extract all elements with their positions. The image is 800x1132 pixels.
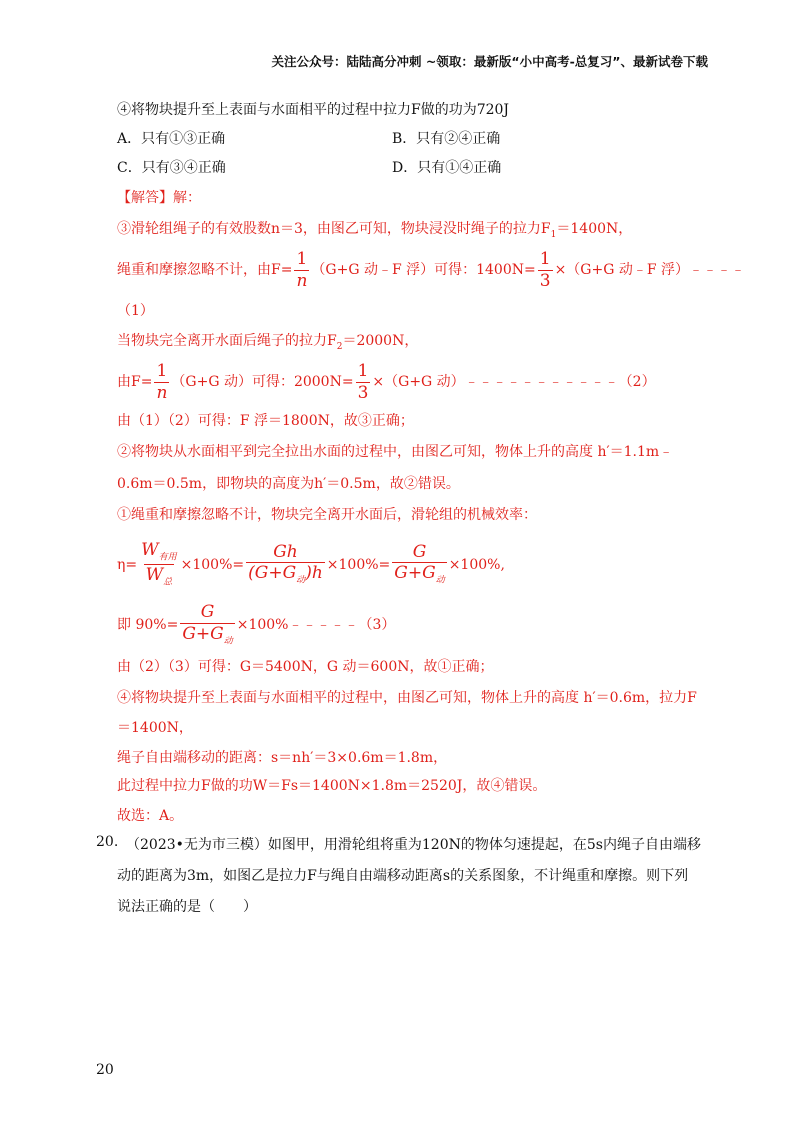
answer-text: ×100%= — [180, 556, 245, 573]
question-item-4: ④将物块提升至上表面与水面相平的过程中拉力F做的功为720J — [117, 102, 510, 118]
fraction — [356, 362, 371, 402]
subscript: 总 — [163, 577, 173, 588]
page-header: 关注公众号：陆陆高分冲刺 ~领取：最新版“小中高考-总复习”、最新试卷下载 — [271, 54, 708, 69]
answer-line: （1） — [117, 303, 154, 319]
answer-text: ×（G+G 动﹣F 浮）﹣﹣﹣﹣ — [554, 262, 746, 279]
symbol: )h — [305, 563, 323, 584]
symbol: G+G — [182, 623, 224, 644]
option-c: C．只有③④正确 — [117, 160, 226, 176]
answer-text: ＝2000N， — [342, 333, 419, 349]
fraction-denominator: 3 — [539, 270, 551, 291]
fraction-numerator: 1 — [156, 361, 168, 381]
symbol: G+G — [394, 563, 436, 584]
efficiency-line — [117, 603, 395, 647]
question-text: 说法正确的是（ ） — [117, 899, 257, 915]
subscript: 1 — [550, 229, 557, 240]
option-d: D．只有①④正确 — [392, 160, 502, 176]
answer-text: ×100%= — [326, 556, 391, 573]
question-number: 20. — [96, 834, 119, 850]
symbol: (G+G — [248, 563, 297, 584]
answer-text: 由F= — [117, 374, 153, 391]
fraction-numerator: G — [412, 541, 427, 562]
answer-text: ③滑轮组绳子的有效股数n＝3，由图乙可知，物块浸没时绳子的拉力F — [117, 221, 551, 237]
subscript: 有用 — [158, 552, 177, 563]
fraction-denominator: n — [156, 382, 168, 403]
eta-label: η= — [117, 556, 138, 573]
symbol: W — [145, 565, 164, 586]
answer-text: ×100%, — [448, 556, 505, 573]
answer-text: 绳重和摩擦忽略不计，由F= — [117, 262, 293, 279]
answer-text: ＝1400N， — [556, 221, 633, 237]
answer-text: 即 90%= — [117, 616, 179, 633]
answer-line: ②将物块从水面相平到完全拉出水面的过程中，由图乙可知，物体上升的高度 h′＝1.1m﹣ — [117, 444, 674, 460]
answer-line: 0.6m＝0.5m，即物块的高度为h′＝0.5m，故②错误。 — [117, 476, 460, 492]
option-b: B．只有②④正确 — [392, 131, 501, 147]
fraction — [180, 603, 234, 647]
answer-formula-line — [117, 362, 656, 402]
answer-line: 绳子自由端移动的距离：s＝nh′＝3×0.6m＝1.8m， — [117, 750, 448, 766]
answer-text: 当物块完全离开水面后绳子的拉力F — [117, 333, 337, 349]
page-number: 20 — [96, 1062, 114, 1078]
answer-text: ×100%﹣﹣﹣﹣﹣（3） — [236, 616, 396, 633]
option-a: A．只有①③正确 — [117, 131, 226, 147]
answer-line — [117, 330, 418, 352]
fraction-denominator: n — [296, 270, 308, 291]
answer-line: ①绳重和摩擦忽略不计，物块完全离开水面后，滑轮组的机械效率： — [117, 507, 537, 523]
answer-line — [117, 218, 632, 240]
fraction-numerator: 1 — [296, 249, 308, 269]
question-text: 动的距离为3m，如图乙是拉力F与绳自由端移动距离s的关系图象，不计绳重和摩擦。则下列 — [117, 868, 689, 884]
fraction — [246, 543, 325, 587]
fraction — [392, 543, 446, 587]
question-text: （2023•无为市三模）如图甲，用滑轮组将重为120N的物体匀速提起，在5s内绳子自由端移 — [126, 837, 701, 853]
subscript: 2 — [336, 341, 343, 352]
answer-text: （G+G 动）可得：2000N= — [171, 374, 354, 391]
fraction-denominator — [180, 623, 234, 647]
answer-line: 由（1）（2）可得：F 浮＝1800N，故③正确； — [117, 413, 414, 429]
fraction-denominator — [246, 562, 325, 586]
symbol: W — [141, 540, 159, 560]
answer-line: ④将物块提升至上表面与水面相平的过程中，由图乙可知，物体上升的高度 h′＝0.6m，拉力F — [117, 690, 697, 706]
answer-line: 此过程中拉力F做的功W＝Fs＝1400N×1.8m＝2520J，故④错误。 — [117, 778, 547, 794]
answer-line: ＝1400N， — [117, 720, 193, 736]
fraction — [139, 541, 179, 589]
fraction-denominator: 3 — [357, 382, 369, 403]
fraction-numerator: 1 — [539, 249, 551, 269]
fraction — [538, 250, 553, 290]
fraction-denominator — [392, 562, 446, 586]
answer-text: ×（G+G 动）﹣﹣﹣﹣﹣﹣﹣﹣﹣﹣﹣（2） — [372, 374, 656, 391]
fraction — [294, 250, 309, 290]
answer-formula-line — [117, 250, 745, 290]
answer-text: （G+G 动﹣F 浮）可得：1400N= — [311, 262, 536, 279]
fraction — [154, 362, 169, 402]
subscript: 动 — [296, 575, 306, 586]
subscript: 动 — [435, 575, 445, 586]
answer-tag: 【解答】解： — [117, 190, 201, 206]
efficiency-formula — [117, 541, 505, 589]
fraction-numerator: 1 — [357, 361, 369, 381]
fraction-numerator: G — [200, 602, 215, 622]
fraction-denominator — [144, 564, 175, 588]
answer-line: 故选：A。 — [117, 808, 184, 824]
fraction-numerator — [139, 541, 179, 564]
answer-line: 由（2）（3）可得：G＝5400N，G 动＝600N，故①正确； — [117, 659, 494, 675]
subscript: 动 — [223, 636, 233, 647]
fraction-numerator: Gh — [273, 541, 298, 562]
